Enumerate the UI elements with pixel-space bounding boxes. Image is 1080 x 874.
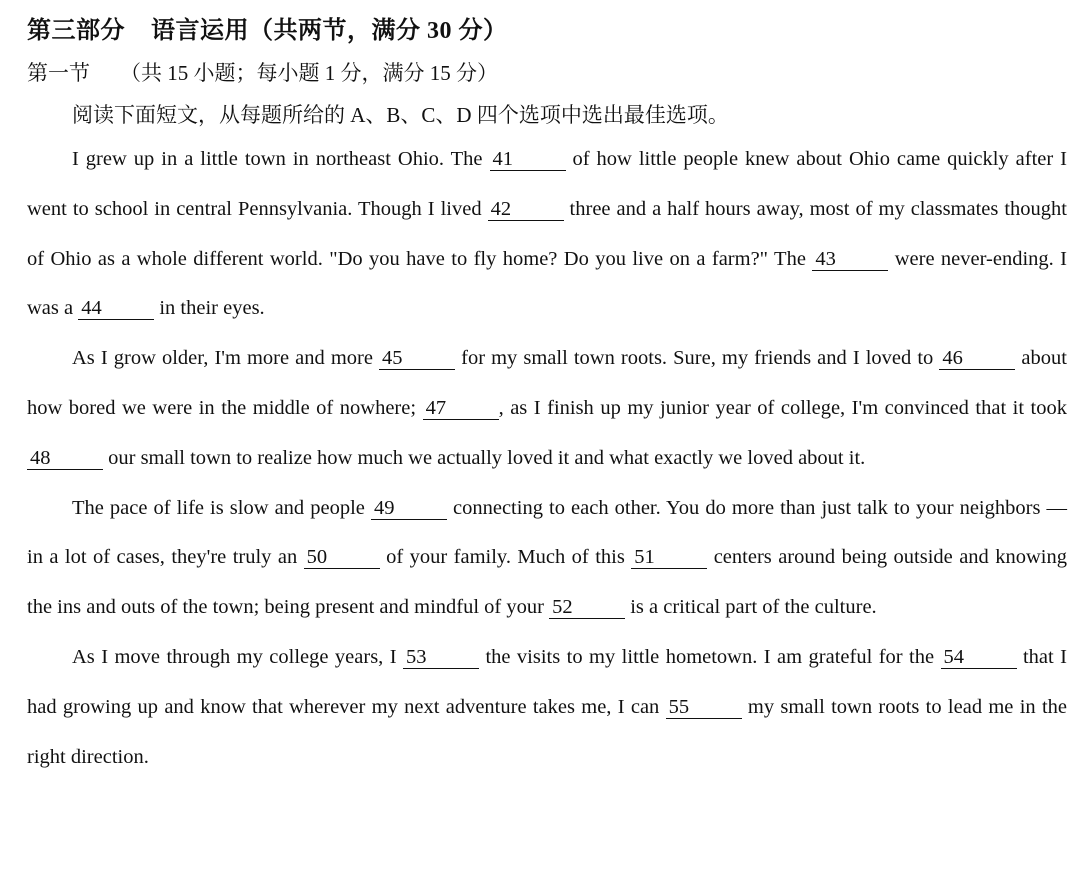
instruction-text: 阅读下面短文，从每题所给的 A、B、C、D 四个选项中选出最佳选项。 [72, 103, 729, 127]
blank-53: 53 [403, 646, 479, 669]
passage-text: three and a half hours away, most of my classmates thought of Ohio as a whole different world. "Do you have to fly home? Do you live on a farm?" The [27, 197, 1067, 270]
subsection-heading [27, 57, 498, 87]
paragraph-1 [27, 135, 1067, 334]
section-title [27, 10, 508, 45]
passage-text: our small town to realize how much we actually loved it and what exactly we loved about it. [103, 446, 866, 469]
blank-43: 43 [812, 248, 888, 271]
passage-text: centers around being outside and knowing the ins and outs of the town; being present and mindful of your [27, 546, 1068, 619]
subsection-note: （共 15 小题；每小题 1 分，满分 15 分） [120, 61, 498, 85]
passage-text: about how bored we were in the middle of nowhere; [27, 347, 1067, 419]
passage-text: , as I finish up my junior year of college, I'm convinced that it took [498, 396, 1067, 419]
passage-text: that I had growing up and know that wherever my next adventure takes me, I can [27, 645, 1067, 718]
passage-text: I grew up in a little town in northeast Ohio. The [72, 148, 490, 170]
blank-49: 49 [371, 497, 447, 520]
section-title-sub: 语言运用（共两节，满分 30 分） [151, 18, 508, 44]
blank-54: 54 [941, 646, 1017, 669]
blank-42: 42 [488, 198, 564, 221]
passage-text: the visits to my little hometown. I am grateful for the [479, 645, 941, 668]
passage-text: connecting to each other. You do more than just talk to your neighbors — in a lot of cases, they're truly an [27, 496, 1067, 569]
blank-44: 44 [78, 297, 154, 320]
passage-text: The pace of life is slow and people [72, 496, 371, 519]
blank-47: 47 [423, 397, 499, 420]
cloze-passage [27, 135, 1067, 782]
blank-48: 48 [27, 447, 103, 470]
blank-51: 51 [631, 546, 707, 569]
passage-text: is a critical part of the culture. [625, 596, 877, 619]
blank-52: 52 [549, 596, 625, 619]
subsection-label: 第一节 [27, 61, 90, 85]
blank-41: 41 [490, 148, 566, 171]
passage-text: for my small town roots. Sure, my friends and I loved to [455, 347, 940, 370]
paragraph-4 [27, 633, 1067, 782]
blank-50: 50 [304, 546, 380, 569]
passage-text: As I move through my college years, I [72, 645, 404, 668]
passage-text: of how little people knew about Ohio came quickly after I went to school in central Pennsylvania. Though I lived [27, 148, 1067, 220]
passage-text: of your family. Much of this [379, 546, 632, 569]
blank-55: 55 [666, 696, 742, 719]
section-title-main: 第三部分 [27, 18, 125, 44]
paragraph-3 [27, 484, 1067, 633]
passage-text: in their eyes. [154, 297, 265, 320]
passage-text: As I grow older, I'm more and more [72, 347, 380, 370]
blank-46: 46 [939, 347, 1015, 370]
paragraph-2 [27, 334, 1067, 483]
passage-text: were never-ending. I was a [27, 247, 1068, 320]
blank-45: 45 [379, 347, 455, 370]
passage-text: my small town roots to lead me in the right direction. [27, 695, 1067, 768]
